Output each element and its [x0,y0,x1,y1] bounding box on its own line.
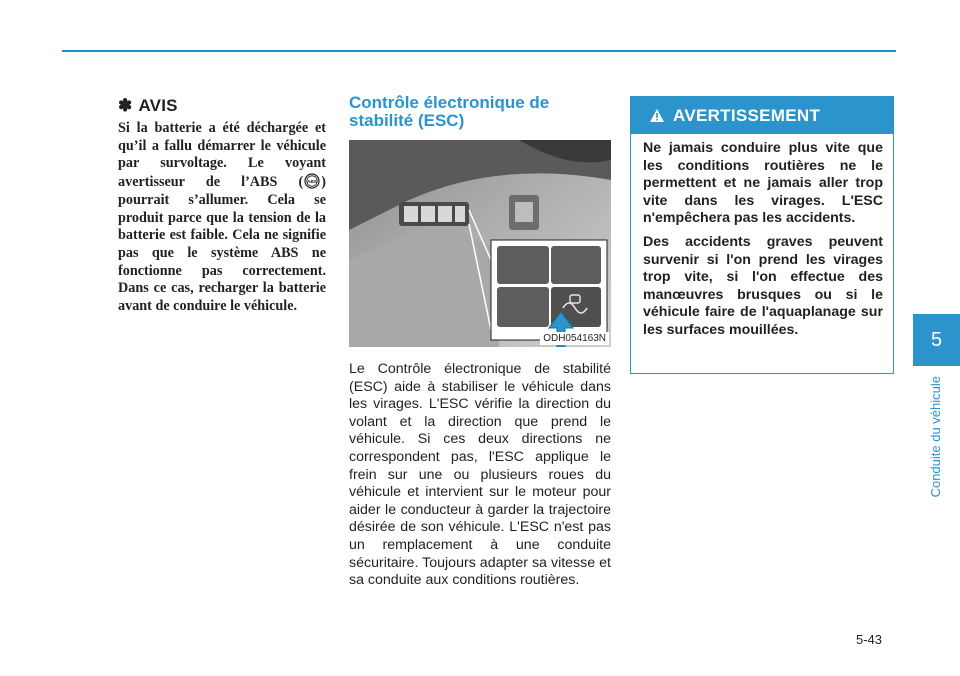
esc-body-text: Le Contrôle électronique de stabilité (ESC) aide à stabiliser le véhicule dans les virages. L'ESC vérifie la direction du volant et la direction que prend le véhicule. Si ces deux directions ne correspondent pas, l'ESC applique le frein sur une ou plusieurs roues du véhicule et intervient sur le moteur pour aider le conducteur à garder la trajectoire désirée de son véhicule. L'ESC n'est pas un remplacement à une conduite sécuritaire. Toujours adapter sa vitesse et sa conduite aux conditions routières. [349,361,611,589]
esc-button-figure [349,140,611,347]
avis-section [118,96,326,316]
warning-title: AVERTISSEMENT [673,105,821,125]
avis-text-part1: Si la batterie a été déchargée et qu’il a fallu démarrer le véhicule par survoltage. Le voyant avertisseur de l’ABS ( [118,120,326,191]
note-star-icon: ✽ [118,96,133,115]
esc-section [349,94,611,590]
warning-paragraph-2: Des accidents graves peuvent survenir si l'on prend les virages trop vite, si l'on effectue des manœuvres brusques ou si le véhicule faire de l'aquaplanage sur les surfaces mouillées. [643,233,883,338]
chapter-tab: 5 [913,314,960,366]
warning-paragraph-1: Ne jamais conduire plus vite que les conditions routières ne le permettent et ne jamais aller trop vite dans les virages. L'ESC n'empêchera pas les accidents. [643,140,883,227]
chapter-label: Conduite du véhicule [928,376,943,498]
avis-title: AVIS [138,96,178,115]
abs-warning-icon [304,173,320,189]
avis-heading [118,96,326,116]
warning-header [631,97,893,134]
dashboard-illustration [349,140,611,347]
avis-text [118,120,326,316]
warning-triangle-icon [649,108,665,123]
esc-title: Contrôle électronique de stabilité (ESC) [349,93,550,130]
abs-icon-label: ABS [307,178,318,184]
figure-code: ODH054163N [540,332,609,345]
top-rule [62,50,896,52]
warning-box [630,96,894,374]
warning-body [631,134,893,340]
page-number: 5-43 [856,632,883,647]
avis-text-part2: ) pourrait s’allumer. Cela se produit parce que la tension de la batterie est faible. Cela ne signifie pas que le système ABS ne fonctionne pas correctement. Dans ce cas, recharger la batterie avant de conduire le véhicule. [118,174,326,315]
